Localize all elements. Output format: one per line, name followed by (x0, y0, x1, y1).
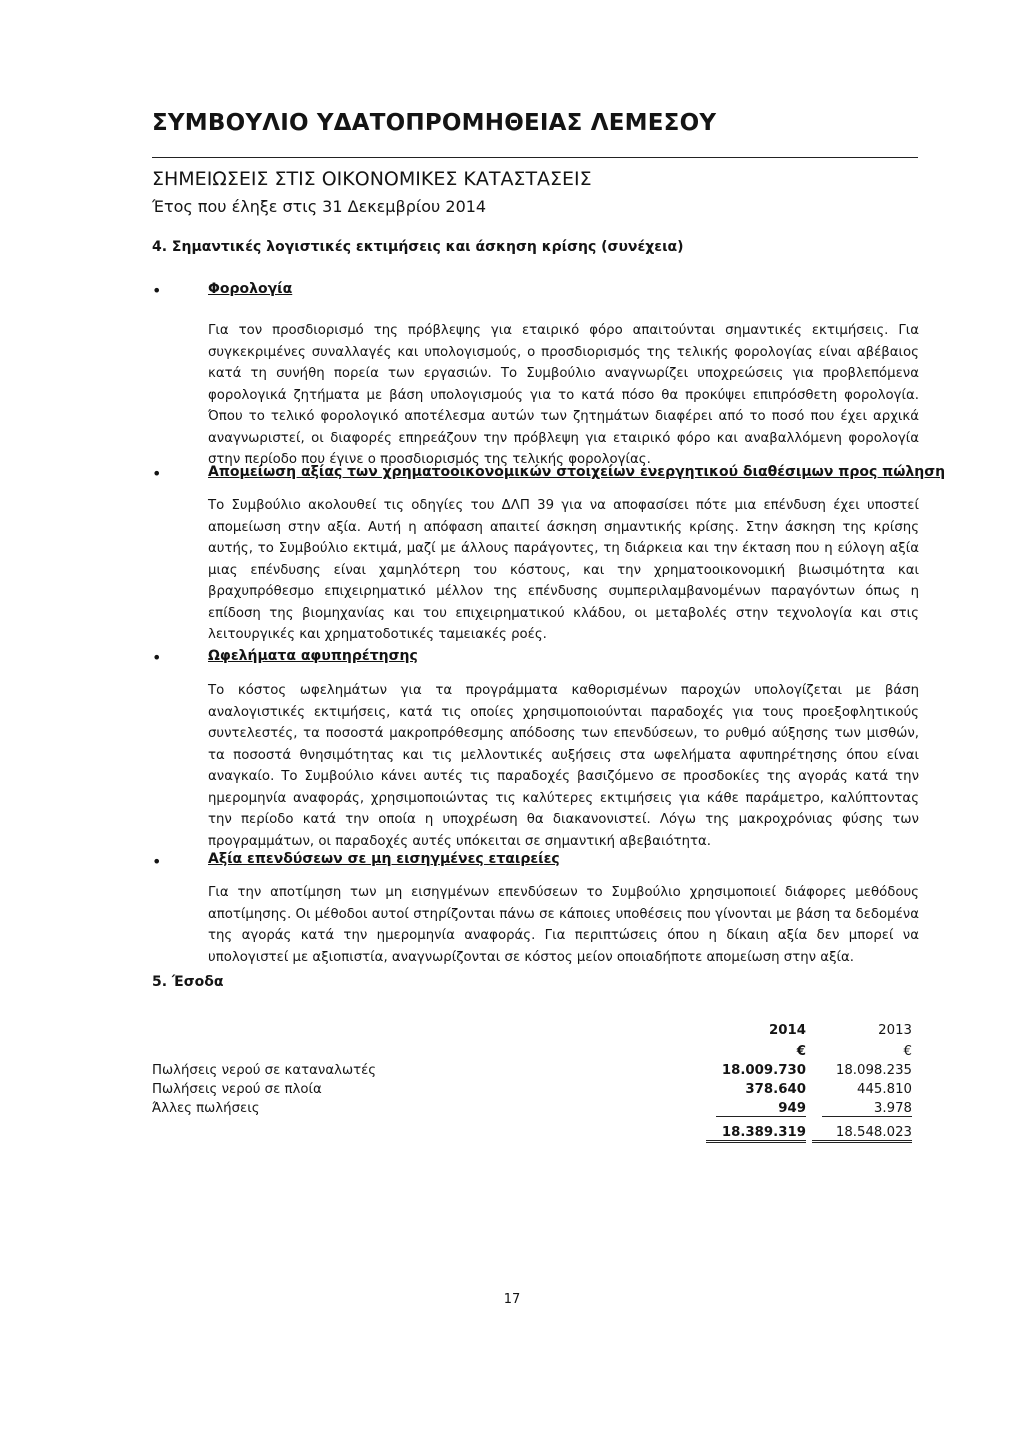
page-number: 17 (503, 1292, 521, 1307)
taxation-title: Φορολογία (208, 281, 293, 297)
row-value-2013: 3.978 (822, 1101, 912, 1117)
retirement-benefits-title: Ωφελήματα αφυπηρέτησης (208, 648, 418, 664)
document-title: ΣΗΜΕΙΩΣΕΙΣ ΣΤΙΣ ΟΙΚΟΝΟΜΙΚΕΣ ΚΑΤΑΣΤΑΣΕΙΣ (152, 168, 592, 190)
note-4-heading: 4. Σημαντικές λογιστικές εκτιμήσεις και άσκηση κρίσης (συνέχεια) (152, 239, 684, 255)
organization-title: ΣΥΜΒΟΥΛΙΟ ΥΔΑΤΟΠΡΟΜΗΘΕΙΑΣ ΛΕΜΕΣΟΥ (152, 110, 717, 136)
bullet-marker: • (152, 852, 162, 871)
period-subtitle: Έτος που έληξε στις 31 Δεκεμβρίου 2014 (152, 197, 487, 216)
bullet-marker: • (152, 281, 162, 300)
row-label-consumers: Πωλήσεις νερού σε καταναλωτές (152, 1063, 377, 1078)
column-header-2013: 2013 (878, 1023, 912, 1038)
total-2013: 18.548.023 (812, 1125, 912, 1143)
retirement-benefits-paragraph: Το κόστος ωφελημάτων για τα προγράμματα καθορισμένων παροχών υπολογίζεται με βάση αναλογιστικές εκτιμήσεις, κατά τις οποίες χρησιμοποιούνται παραδοχές για τους προεξοφλητικούς συντελεστές, τα ποσοστά μακροπρόθεσμης απόδοσης των επενδύσεων, το ρυθμό αύξησης των μισθών, τα ποσοστά θνησιμότητας και τις μελλοντικές αυξήσεις στα ωφελήματα αφυπηρέτησης όπου είναι αναγκαίο. Το Συμβούλιο κάνει αυτές τις παραδοχές βασιζόμενο σε προσδοκίες της αγοράς κατά την ημερομηνία αναφοράς, χρησιμοποιώντας τις καλύτερες εκτιμήσεις για κάθε παράμετρο, καλύπτοντας την περίοδο κατά την οποία η υποχρέωση θα διακανονιστεί. Λόγω της μακροχρόνιας φύσης των προγραμμάτων, οι παραδοχές αυτές υπόκειται σε σημαντική αβεβαιότητα. (208, 683, 919, 849)
unlisted-investments-paragraph: Για την αποτίμηση των μη εισηγμένων επενδύσεων το Συμβούλιο χρησιμοποιεί διάφορες μεθόδους αποτίμησης. Οι μέθοδοι αυτοί στηρίζονται πάνω σε κάποιες υποθέσεις που γίνονται με βάση τα δεδομένα της αγοράς κατά την ημερομηνία αναφοράς. Για περιπτώσεις όπου η δίκαιη αξία δεν μπορεί να υπολογιστεί με αξιοπιστία, αναγνωρίζονται σε κόστος μείον οποιαδήποτε απομείωση στην αξία. (208, 885, 919, 965)
total-2014: 18.389.319 (706, 1125, 806, 1143)
bullet-marker: • (152, 464, 162, 483)
header-divider (152, 157, 918, 158)
column-header-2014: 2014 (768, 1023, 806, 1038)
row-label-other: Άλλες πωλήσεις (152, 1101, 260, 1116)
currency-2013: € (903, 1044, 912, 1059)
row-value-2014: 18.009.730 (721, 1063, 806, 1078)
row-value-2014: 378.640 (745, 1082, 806, 1097)
row-value-2014: 949 (716, 1101, 806, 1117)
impairment-paragraph: Το Συμβούλιο ακολουθεί τις οδηγίες του ΔΛΠ 39 για να αποφασίσει πότε μια επένδυση έχει υποστεί απομείωση στην αξία. Αυτή η απόφαση απαιτεί άσκηση σημαντικής κρίσης. Στην άσκηση της κρίσης αυτής, το Συμβούλιο εκτιμά, μαζί με άλλους παράγοντες, τη διάρκεια και την έκταση που η εύλογη αξία μιας επένδυσης είναι χαμηλότερη του κόστους, και την χρηματοοικονομική βιωσιμότητα και βραχυπρόθεσμο επιχειρηματικό μέλλον της επένδυσης συμπεριλαμβανομένων παραγόντων όπως η επίδοση της βιομηχανίας και του επιχειρηματικού κλάδου, οι μεταβολές στην τεχνολογία και στις λειτουργικές και χρηματοδοτικές ταμειακές ροές. (208, 498, 919, 642)
row-label-ships: Πωλήσεις νερού σε πλοία (152, 1082, 322, 1097)
note-5-heading: 5. Έσοδα (152, 974, 224, 990)
taxation-paragraph: Για τον προσδιορισμό της πρόβλεψης για εταιρικό φόρο απαιτούνται σημαντικές εκτιμήσεις. Για συγκεκριμένες συναλλαγές και υπολογισμούς, ο προσδιορισμός της τελικής φορολογίας είναι αβέβαιος κατά τη συνήθη πορεία των εργασιών. Το Συμβούλιο αναγνωρίζει υποχρεώσεις για προβλεπόμενα φορολογικά ζητήματα με βάση υπολογισμούς για το κατά πόσο θα προκύψει επιπρόσθετη φορολογία. Όπου το τελικό φορολογικό αποτέλεσμα αυτών των ζητημάτων διαφέρει από το ποσό που έχει αρχικά αναγνωριστεί, οι διαφορές επηρεάζουν την πρόβλεψη για εταιρικό φόρο και αναβαλλόμενη φορολογία στην περίοδο που έγινε ο προσδιορισμός της τελικής φορολογίας. (208, 323, 919, 467)
row-value-2013: 18.098.235 (835, 1063, 912, 1078)
impairment-title: Απομείωση αξίας των χρηματοοικονομικών στοιχείων ενεργητικού διαθέσιμων προς πώληση (208, 464, 946, 480)
currency-2014: € (796, 1044, 806, 1059)
bullet-marker: • (152, 648, 162, 667)
unlisted-investments-title: Αξία επενδύσεων σε μη εισηγμένες εταιρείες (208, 851, 560, 867)
row-value-2013: 445.810 (857, 1082, 912, 1097)
